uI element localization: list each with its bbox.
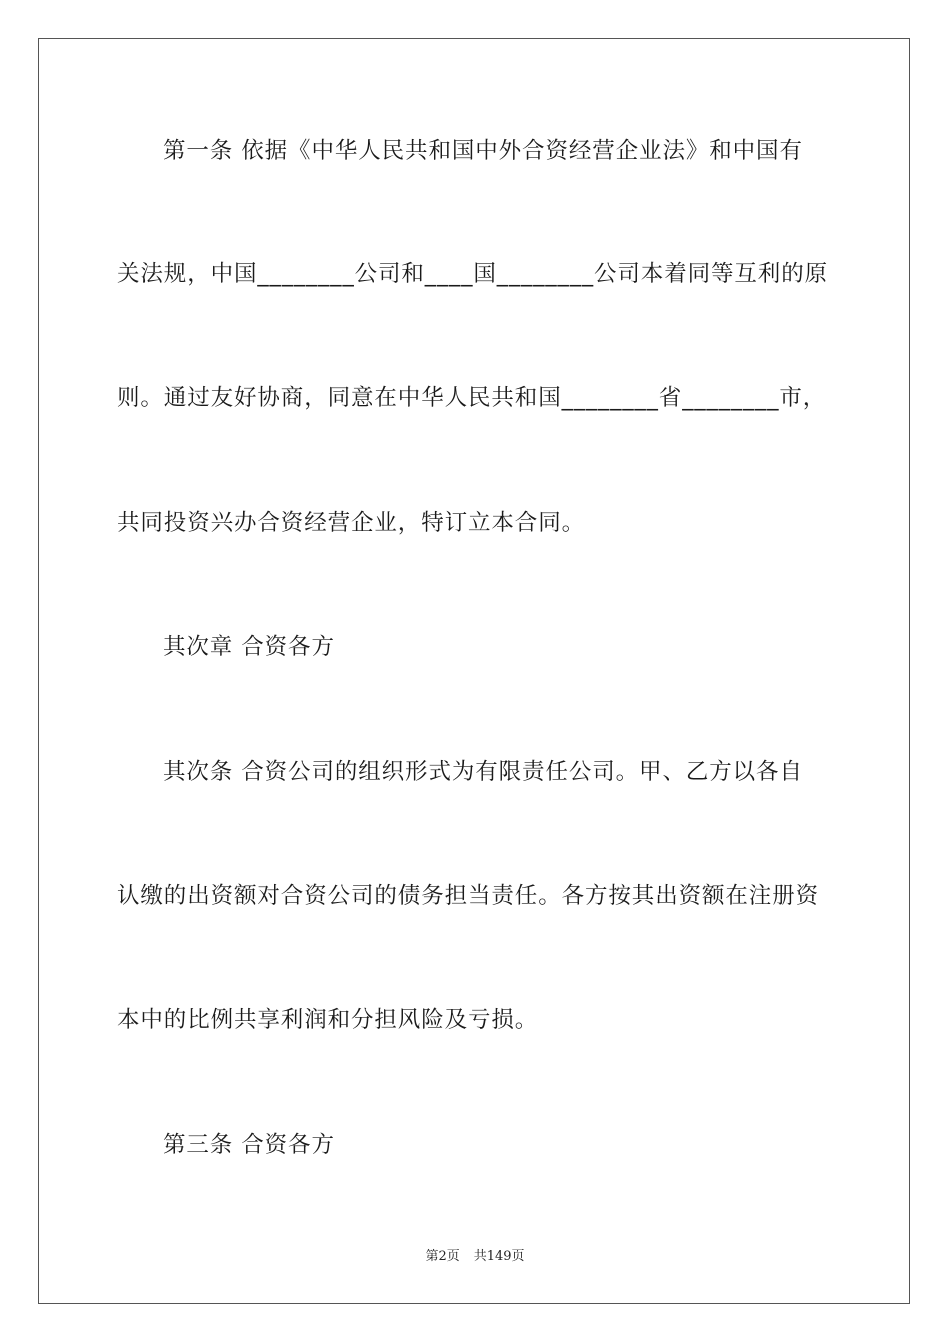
article-1-line-3: 则。通过友好协商，同意在中华人民共和国________省________市， <box>117 385 827 411</box>
article-2-line-2: 认缴的出资额对合资公司的债务担当责任。各方按其出资额在注册资 <box>117 883 820 909</box>
page-footer <box>0 1248 950 1266</box>
article-1-line-4: 共同投资兴办合资经营企业，特订立本合同。 <box>117 510 586 536</box>
page-border <box>38 38 910 1304</box>
article-1-line-2: 关法规，中国________公司和____国________公司本着同等互利的原 <box>117 261 829 287</box>
article-2-line-3: 本中的比例共享利润和分担风险及亏损。 <box>117 1007 539 1033</box>
page-number: 第2页 <box>425 1249 460 1264</box>
article-1-line-1: 第一条 依据《中华人民共和国中外合资经营企业法》和中国有 <box>163 138 803 164</box>
page-total: 共149页 <box>473 1249 525 1264</box>
article-2-line-1: 其次条 合资公司的组织形式为有限责任公司。甲、乙方以各自 <box>163 759 803 785</box>
article-3-heading: 第三条 合资各方 <box>163 1132 335 1158</box>
chapter-2-heading: 其次章 合资各方 <box>163 634 335 660</box>
